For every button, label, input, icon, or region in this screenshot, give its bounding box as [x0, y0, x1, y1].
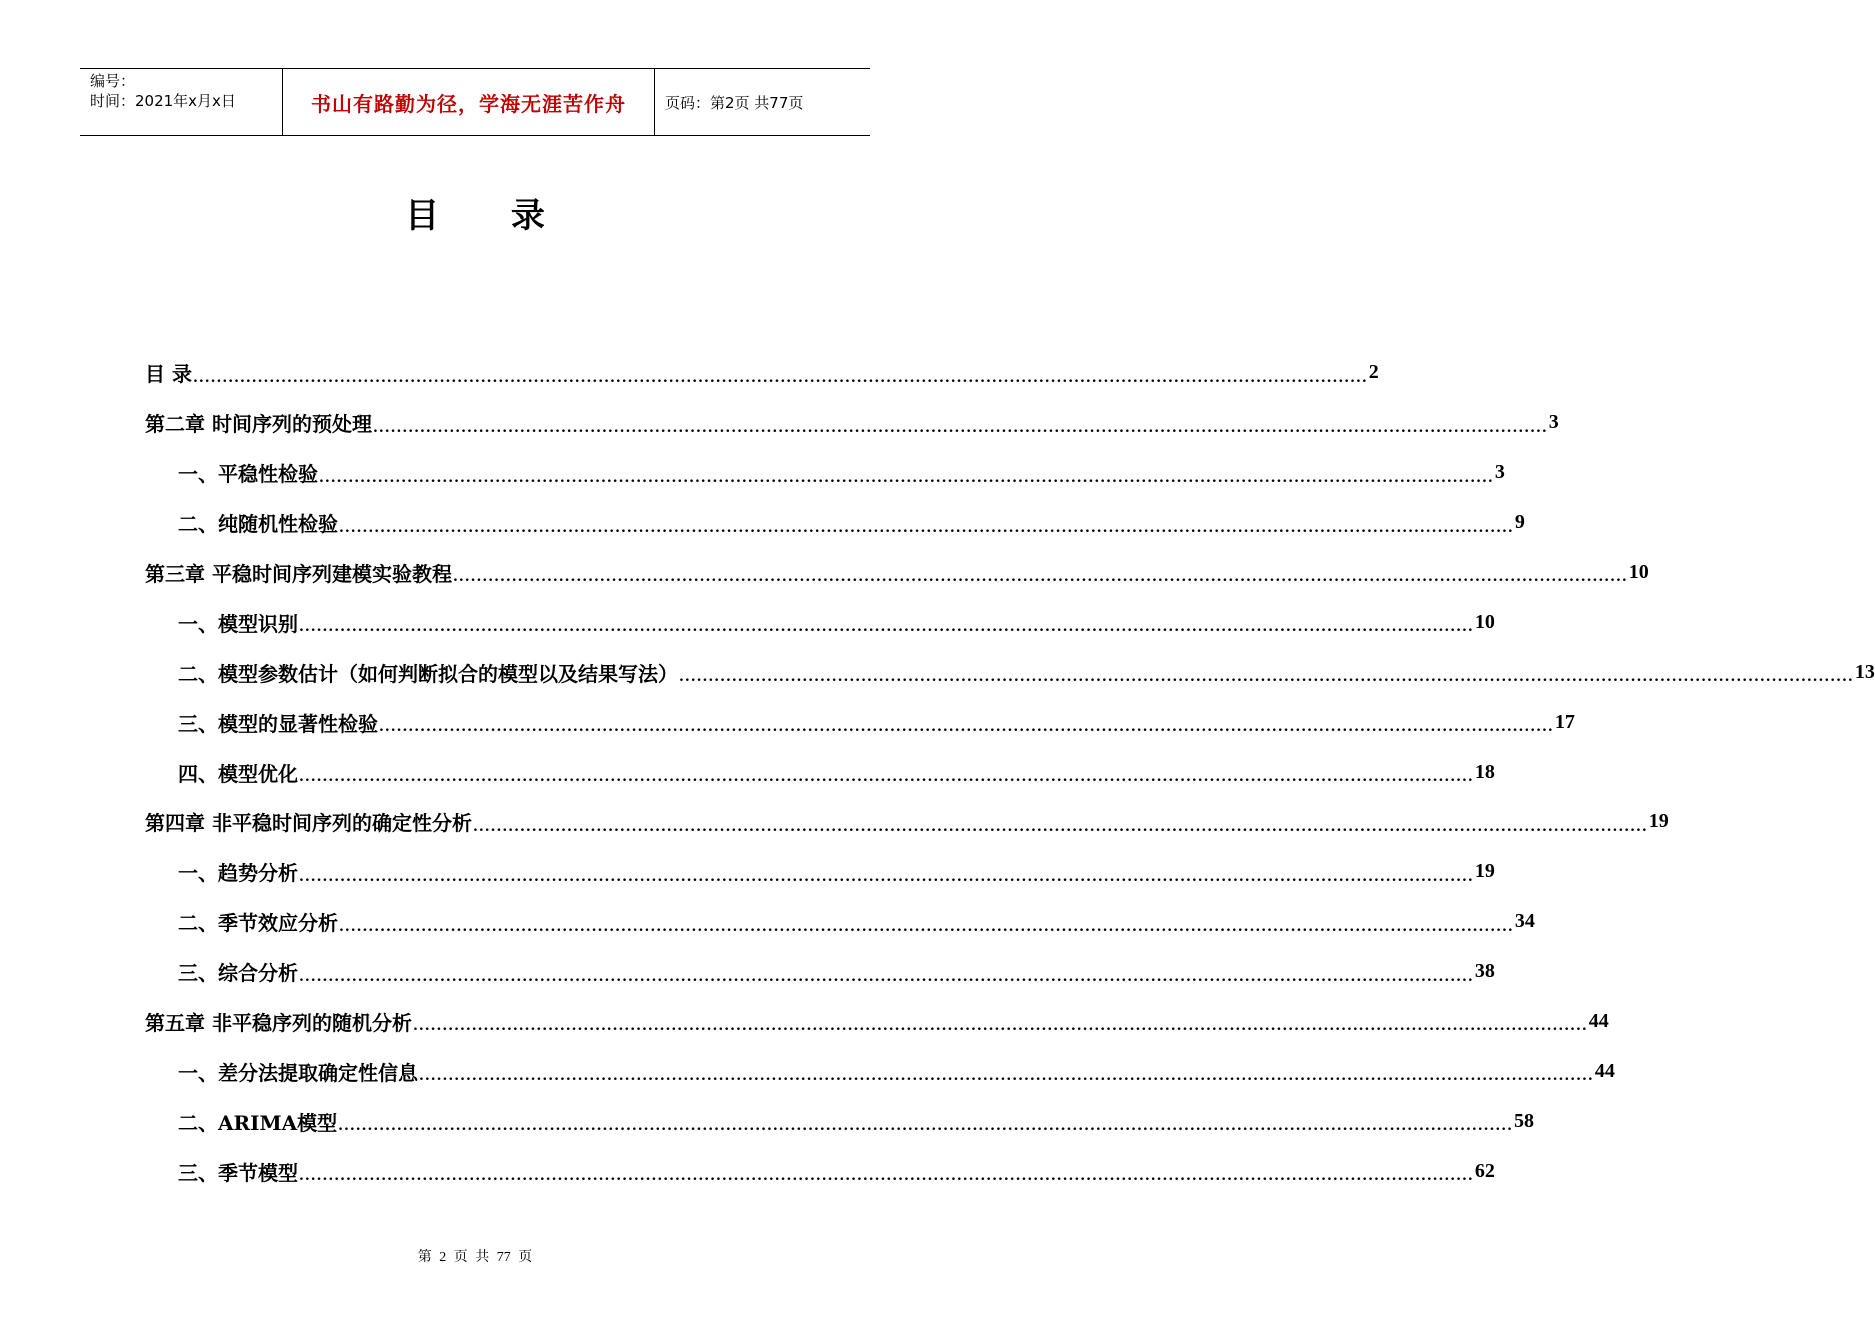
- toc-leader-dots: ........................................................................................................................................................................................................: [372, 419, 1548, 436]
- toc-entry-label: 目 录: [145, 362, 192, 387]
- toc-entry[interactable]: [145, 997, 1609, 1047]
- toc-entry-page: 34: [1514, 910, 1535, 933]
- toc-leader-dots: ........................................................................................................................................................................................................: [338, 1118, 1513, 1135]
- toc-entry[interactable]: [145, 947, 1495, 997]
- toc-entry[interactable]: [145, 548, 1649, 598]
- toc-entry-page: 38: [1474, 960, 1495, 983]
- toc-entry-page: 10: [1628, 561, 1649, 583]
- toc-entry[interactable]: [145, 1096, 1534, 1146]
- toc-entry[interactable]: [145, 697, 1575, 747]
- toc-entry[interactable]: [145, 448, 1505, 498]
- toc-entry[interactable]: [145, 847, 1495, 897]
- toc-leader-dots: ........................................................................................................................................................................................................: [379, 719, 1554, 736]
- toc-entry[interactable]: [145, 647, 1875, 697]
- page-info: 页码：第2页 共77页: [665, 93, 804, 112]
- number-label: 编号：: [90, 72, 136, 90]
- toc-entry-page: 44: [1588, 1010, 1609, 1033]
- toc-entry[interactable]: [145, 348, 1379, 398]
- toc-leader-dots: ........................................................................................................................................................................................................: [339, 519, 1514, 536]
- page-header: [80, 68, 870, 136]
- toc-entry-page: 10: [1474, 610, 1495, 633]
- toc-entry-label: 三、模型的显著性检验: [178, 711, 378, 736]
- header-middle: [282, 69, 655, 135]
- toc-leader-dots: ........................................................................................................................................................................................................: [299, 968, 1474, 985]
- header-right: [655, 69, 870, 135]
- toc-entry[interactable]: [145, 1146, 1495, 1196]
- toc-leader-dots: ........................................................................................................................................................................................................: [452, 569, 1628, 586]
- toc-entry-label: 一、模型识别: [178, 611, 298, 636]
- toc-entry-page: 58: [1513, 1109, 1534, 1132]
- toc-leader-dots: ........................................................................................................................................................................................................: [192, 369, 1368, 386]
- toc-entry-label: 二、季节效应分析: [178, 911, 338, 936]
- toc-entry-label: 第五章 非平稳序列的随机分析: [145, 1011, 412, 1036]
- header-left: [80, 69, 282, 135]
- toc-entry-label: 三、季节模型: [178, 1160, 298, 1185]
- toc-leader-dots: ........................................................................................................................................................................................................: [472, 818, 1648, 835]
- toc-entry-page: 3: [1548, 411, 1559, 434]
- toc-entry-label: 第四章 非平稳时间序列的确定性分析: [145, 811, 472, 836]
- toc-entry[interactable]: [145, 747, 1495, 797]
- toc-entry-page: 9: [1514, 511, 1525, 534]
- page-title: 目 录: [405, 196, 575, 236]
- toc-leader-dots: ........................................................................................................................................................................................................: [679, 669, 1854, 686]
- toc-entry-label: 四、模型优化: [178, 761, 298, 786]
- toc-entry-page: 18: [1474, 760, 1495, 783]
- time-label: 时间：2021年x月x日: [90, 92, 236, 110]
- toc-entry-page: 3: [1494, 461, 1505, 484]
- toc-entry-page: 19: [1648, 810, 1669, 833]
- toc-entry-label: 二、ARIMA模型: [178, 1110, 338, 1135]
- toc-entry[interactable]: [145, 797, 1669, 847]
- toc-entry-label: 二、模型参数估计（如何判断拟合的模型以及结果写法）: [178, 661, 678, 686]
- toc-entry-page: 19: [1474, 860, 1495, 883]
- table-of-contents: [145, 348, 1875, 1196]
- toc-leader-dots: ........................................................................................................................................................................................................: [319, 469, 1494, 486]
- toc-entry-page: 2: [1368, 361, 1379, 384]
- toc-entry[interactable]: [145, 498, 1525, 548]
- toc-entry-label: 第二章 时间序列的预处理: [145, 412, 372, 437]
- page-footer: 第 2 页 共 77 页: [417, 1250, 533, 1265]
- toc-entry-page: 17: [1554, 710, 1575, 733]
- toc-entry-label: 一、差分法提取确定性信息: [178, 1060, 418, 1085]
- toc-entry[interactable]: [145, 897, 1535, 947]
- toc-entry-label: 第三章 平稳时间序列建模实验教程: [145, 562, 452, 586]
- toc-leader-dots: ........................................................................................................................................................................................................: [339, 918, 1514, 935]
- toc-entry-label: 二、纯随机性检验: [178, 512, 338, 537]
- toc-entry[interactable]: [145, 597, 1495, 647]
- toc-leader-dots: ........................................................................................................................................................................................................: [419, 1068, 1594, 1085]
- toc-leader-dots: ........................................................................................................................................................................................................: [299, 868, 1474, 885]
- toc-entry-page: 13: [1854, 660, 1875, 683]
- toc-entry-label: 一、趋势分析: [178, 861, 298, 886]
- toc-leader-dots: ........................................................................................................................................................................................................: [299, 619, 1474, 636]
- toc-entry[interactable]: [145, 1046, 1615, 1096]
- toc-leader-dots: ........................................................................................................................................................................................................: [412, 1018, 1588, 1035]
- toc-leader-dots: ........................................................................................................................................................................................................: [299, 769, 1474, 786]
- toc-entry-label: 一、平稳性检验: [178, 462, 318, 487]
- toc-leader-dots: ........................................................................................................................................................................................................: [299, 1168, 1474, 1185]
- motto-text: 书山有路勤为径，学海无涯苦作舟: [311, 91, 626, 116]
- toc-entry-page: 44: [1594, 1059, 1615, 1082]
- toc-entry-page: 62: [1474, 1159, 1495, 1182]
- toc-entry[interactable]: [145, 398, 1559, 448]
- toc-entry-label: 三、综合分析: [178, 961, 298, 986]
